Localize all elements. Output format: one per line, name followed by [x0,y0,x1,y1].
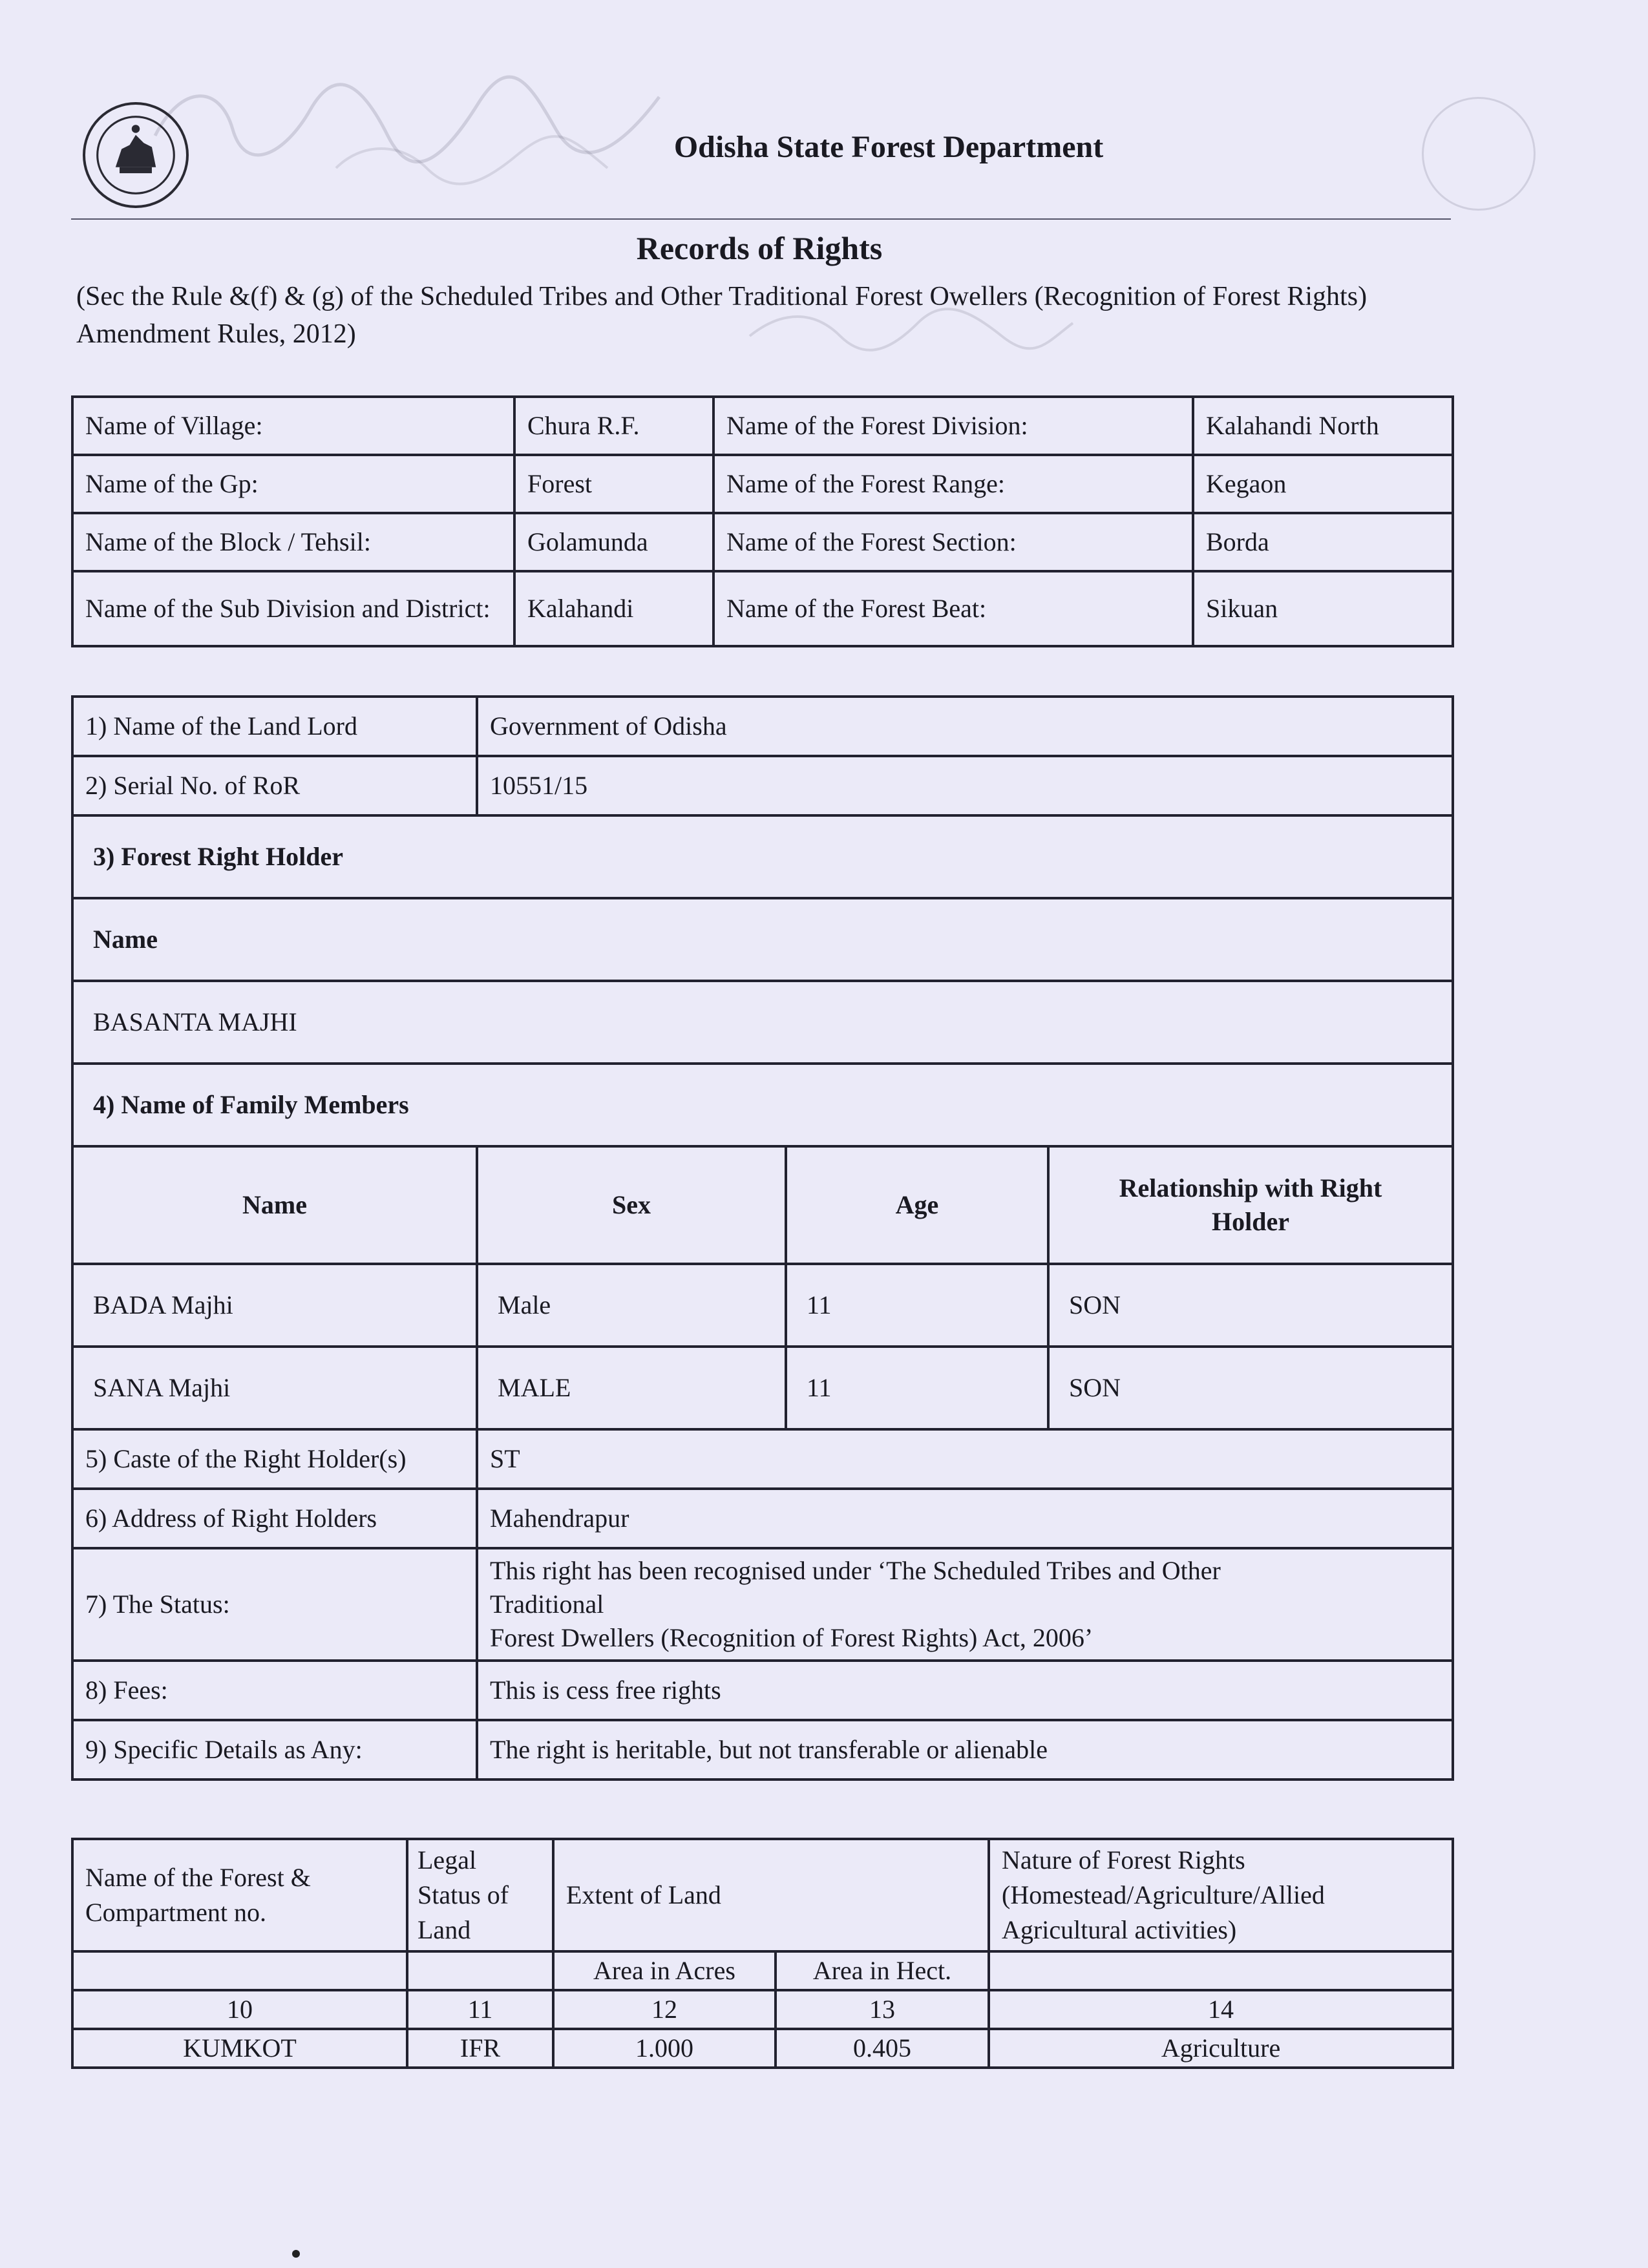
department-title: Odisha State Forest Department [673,130,1104,164]
forest-range-label: Name of the Forest Range: [713,455,1193,513]
block-value: Golamunda [514,513,713,571]
forest-beat-label: Name of the Forest Beat: [713,571,1193,646]
column-number: 13 [776,1990,989,2029]
table-row [72,571,1453,646]
forest-section-value: Borda [1193,513,1453,571]
column-number-row [72,1990,1453,2029]
col-forest-compartment: Name of the Forest & Compartment no. [72,1839,407,1951]
col-area-acres: Area in Acres [553,1951,776,1990]
status-line: This right has been recognised under ‘The Scheduled Tribes and Other [490,1556,1221,1585]
table-row [72,756,1453,815]
forest-division-value: Kalahandi North [1193,397,1453,455]
col-area-hect: Area in Hect. [776,1951,989,1990]
area-acres: 1.000 [553,2029,776,2068]
table-row [72,1489,1453,1548]
table-row [72,1429,1453,1489]
table-row [72,513,1453,571]
table-row [72,898,1453,981]
table-row [72,1720,1453,1780]
table-row [72,1548,1453,1661]
forest-name: KUMKOT [72,2029,407,2068]
legal-status: IFR [407,2029,553,2068]
record-table [71,695,1454,1781]
holder-heading: 3) Forest Right Holder [72,815,1453,898]
column-number: 12 [553,1990,776,2029]
column-number: 14 [989,1990,1453,2029]
land-header-row [72,1839,1453,1951]
header-divider [71,218,1451,220]
family-sex: Male [477,1264,786,1347]
forest-beat-value: Sikuan [1193,571,1453,646]
col-extent-of-land: Extent of Land [553,1839,989,1951]
village-value: Chura R.F. [514,397,713,455]
table-row [72,815,1453,898]
details-label: 9) Specific Details as Any: [72,1720,477,1780]
gp-value: Forest [514,455,713,513]
table-row [72,981,1453,1064]
serial-label: 2) Serial No. of RoR [72,756,477,815]
landlord-value: Government of Odisha [477,697,1453,756]
land-subheader-row [72,1951,1453,1990]
table-row [72,397,1453,455]
address-label: 6) Address of Right Holders [72,1489,477,1548]
landlord-label: 1) Name of the Land Lord [72,697,477,756]
village-label: Name of Village: [72,397,514,455]
location-table [71,395,1454,647]
gp-label: Name of the Gp: [72,455,514,513]
status-label: 7) The Status: [72,1548,477,1661]
rule-reference: (Sec the Rule &(f) & (g) of the Scheduled Tribes and Other Traditional Forest Owellers (Recognition of Forest Rights) Amendment Rules, 2012) [76,282,1368,349]
table-row [72,455,1453,513]
holder-name: BASANTA MAJHI [72,981,1453,1064]
status-line: Forest Dwellers (Recognition of Forest Rights) Act, 2006’ [490,1623,1093,1652]
forest-range-value: Kegaon [1193,455,1453,513]
table-row [72,697,1453,756]
family-age: 11 [786,1264,1048,1347]
subdivision-value: Kalahandi [514,571,713,646]
details-value: The right is heritable, but not transferable or alienable [477,1720,1453,1780]
status-line: Traditional [490,1590,604,1619]
family-name: BADA Majhi [72,1264,477,1347]
table-row [72,1064,1453,1146]
family-col-sex: Sex [477,1146,786,1264]
status-value [477,1548,1453,1661]
family-sex: MALE [477,1347,786,1429]
family-col-name: Name [72,1146,477,1264]
caste-label: 5) Caste of the Right Holder(s) [72,1429,477,1489]
table-row [72,1347,1453,1429]
family-relation: SON [1048,1264,1453,1347]
document-title: Records of Rights [636,230,883,266]
family-name: SANA Majhi [72,1347,477,1429]
col-nature-of-rights: Nature of Forest Rights (Homestead/Agriculture/Allied Agricultural activities) [989,1839,1453,1951]
block-label: Name of the Block / Tehsil: [72,513,514,571]
table-row [72,2029,1453,2068]
family-col-age: Age [786,1146,1048,1264]
name-heading: Name [72,898,1453,981]
bleed-through-signature [142,58,724,187]
fees-label: 8) Fees: [72,1661,477,1720]
nature-of-rights: Agriculture [989,2029,1453,2068]
subdivision-label: Name of the Sub Division and District: [72,571,514,646]
address-value: Mahendrapur [477,1489,1453,1548]
area-hect: 0.405 [776,2029,989,2068]
table-row [72,1264,1453,1347]
family-col-relation: Relationship with Right Holder [1048,1146,1453,1264]
family-heading: 4) Name of Family Members [72,1064,1453,1146]
caste-value: ST [477,1429,1453,1489]
family-relation: SON [1048,1347,1453,1429]
land-table [71,1838,1454,2069]
family-age: 11 [786,1347,1048,1429]
col-legal-status: Legal Status of Land [407,1839,553,1951]
serial-value: 10551/15 [477,756,1453,815]
table-row [72,1661,1453,1720]
ink-dot [292,2250,300,2258]
column-number: 11 [407,1990,553,2029]
forest-section-label: Name of the Forest Section: [713,513,1193,571]
column-number: 10 [72,1990,407,2029]
forest-division-label: Name of the Forest Division: [713,397,1193,455]
family-header-row [72,1146,1453,1264]
fees-value: This is cess free rights [477,1661,1453,1720]
